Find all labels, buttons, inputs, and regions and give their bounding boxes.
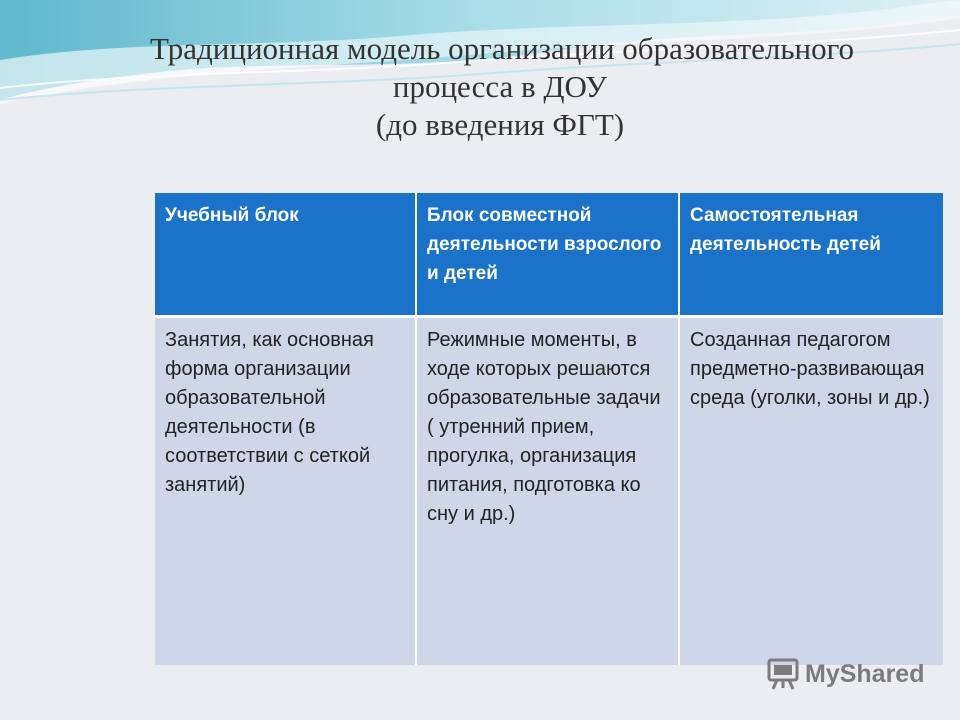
table-header-cell: Учебный блок (155, 193, 416, 317)
table-header-cell: Блок совместной деятельности взрослого и детей (416, 193, 679, 317)
table-header-cell: Самостоятельная деятельность детей (679, 193, 943, 317)
watermark-text: MyShared (805, 659, 925, 688)
slide-title-line-1: Традиционная модель организации образовательного (150, 31, 855, 66)
model-table (155, 193, 943, 665)
myshared-watermark (766, 654, 924, 694)
slide-title-line-2: процесса в ДОУ (392, 69, 608, 104)
table-cell: Занятия, как основная форма организации образовательной деятельности (в соответствии с сеткой занятий) (155, 317, 416, 666)
slide-title (150, 30, 855, 144)
table-cell: Режимные моменты, в ходе которых решаются образовательные задачи ( утренний прием, прогулка, организация питания, подготовка ко сну и др.) (416, 317, 679, 666)
table-cell: Созданная педагогом предметно-развивающая среда (уголки, зоны и др.) (679, 317, 943, 666)
table-row (155, 317, 943, 666)
slide-title-line-3: (до введения ФГТ) (375, 107, 625, 142)
presentation-board-icon (766, 657, 800, 691)
table-header-row (155, 193, 943, 317)
